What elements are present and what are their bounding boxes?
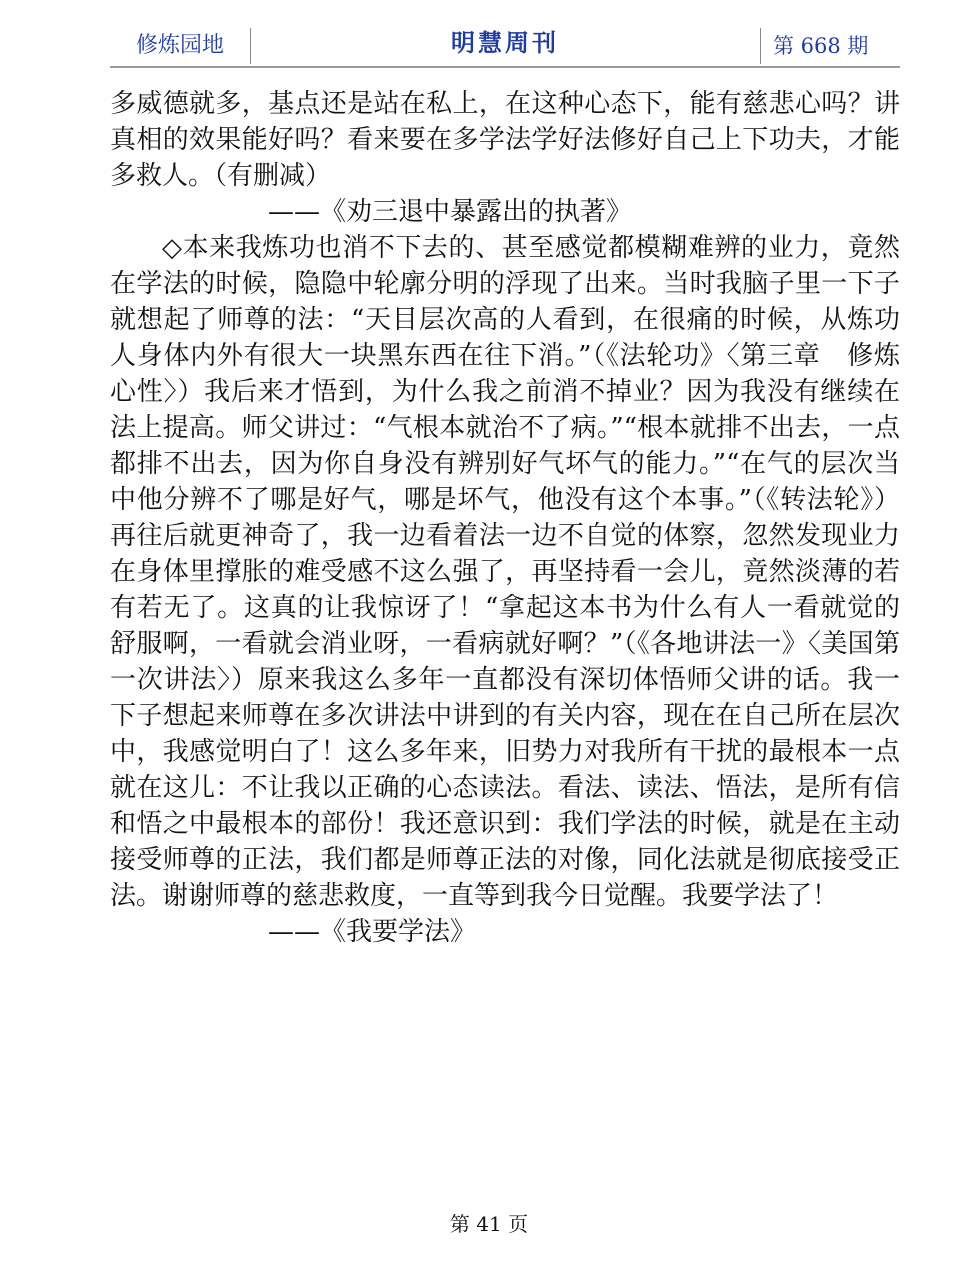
article-body: [110, 86, 900, 950]
section-label: 修炼园地: [110, 28, 251, 64]
page-number: 第 41 页: [449, 1212, 529, 1236]
issue-number: 第 668 期: [760, 28, 900, 64]
signature-1: ——《劝三退中暴露出的执著》: [268, 197, 633, 227]
page-header: [110, 28, 900, 68]
publication-title: 明慧周刊: [451, 29, 559, 57]
signature-2: ——《我要学法》: [268, 917, 477, 947]
paragraph-2: ◇本来我炼功也消不下去的、甚至感觉都模糊难辨的业力，竟然在学法的时候，隐隐中轮廓分明的浮现了出来。当时我脑子里一下子就想起了师尊的法：“天目层次高的人看到，在很痛的时候，从炼功人身体内外有很大一块黑东西在往下消。”（《法轮功》〈第三章 修炼心性〉）我后来才悟到，为什么我之前消不掉业？因为我没有继续在法上提高。师父讲过：“气根本就治不了病。”“根本就排不出去，一点都排不出去，因为你自身没有辨别好气坏气的能力。”“在气的层次当中他分辨不了哪是好气，哪是坏气，他没有这个本事。”（《转法轮》）再往后就更神奇了，我一边看着法一边不自觉的体察，忽然发现业力在身体里撑胀的难受感不这么强了，再坚持看一会儿，竟然淡薄的若有若无了。这真的让我惊讶了！“拿起这本书为什么有人一看就觉的舒服啊，一看就会消业呀，一看病就好啊？”（《各地讲法一》〈美国第一次讲法〉）原来我这么多年一直都没有深切体悟师父讲的话。我一下子想起来师尊在多次讲法中讲到的有关内容，现在在自己所在层次中，我感觉明白了！这么多年来，旧势力对我所有干扰的最根本一点就在这儿：不让我以正确的心态读法。看法、读法、悟法，是所有信和悟之中最根本的部份！我还意识到：我们学法的时候，就是在主动接受师尊的正法，我们都是师尊正法的对像，同化法就是彻底接受正法。谢谢师尊的慈悲救度，一直等到我今日觉醒。我要学法了！: [110, 233, 900, 911]
header-divider: [110, 66, 900, 68]
paragraph-1: 多威德就多，基点还是站在私上，在这种心态下，能有慈悲心吗？讲真相的效果能好吗？看来要在多学法学好法修好自己上下功夫，才能多救人。（有删减）: [110, 89, 900, 191]
